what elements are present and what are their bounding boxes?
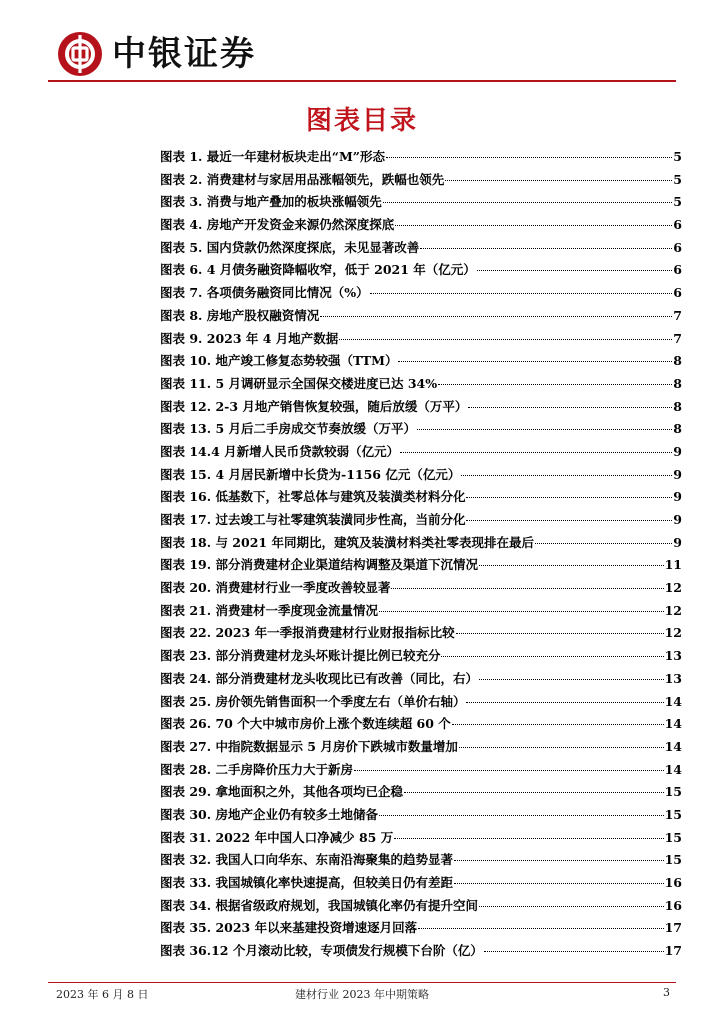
toc-entry-page[interactable]: 9 (673, 466, 682, 482)
page-header (48, 22, 676, 78)
toc-entry-label[interactable]: 图表 1. 最近一年建材板块走出“M”形态 (160, 149, 385, 164)
toc-entry-label[interactable]: 图表 17. 过去竣工与社零建筑装潢同步性高，当前分化 (160, 512, 466, 527)
toc-entry-page[interactable]: 6 (673, 239, 682, 255)
toc-entry-page[interactable]: 9 (673, 489, 682, 505)
toc-entry-page[interactable]: 13 (664, 670, 682, 686)
table-of-figures (160, 147, 682, 964)
toc-entry[interactable] (160, 351, 682, 374)
toc-entry[interactable] (160, 238, 682, 261)
toc-leader-dots (404, 792, 664, 793)
toc-entry-page[interactable]: 9 (673, 443, 682, 459)
toc-entry-label[interactable]: 图表 24. 部分消费建材龙头收现比已有改善（同比，右） (160, 670, 478, 686)
toc-entry[interactable] (160, 737, 682, 760)
toc-entry-label[interactable]: 图表 23. 部分消费建材龙头坏账计提比例已较充分 (160, 648, 441, 664)
toc-leader-dots (379, 815, 664, 816)
toc-entry-label[interactable]: 图表 10. 地产竣工修复态势较强（TTM） (160, 353, 398, 369)
toc-entry-label[interactable]: 图表 14.4 月新增人民币贷款较弱（亿元） (160, 443, 400, 459)
toc-entry-page[interactable]: 7 (673, 307, 682, 323)
toc-entry[interactable] (160, 578, 682, 601)
toc-entry-page[interactable]: 5 (673, 194, 682, 210)
bank-of-china-logo-icon (58, 32, 102, 76)
toc-leader-dots (441, 656, 663, 657)
toc-entry[interactable] (160, 669, 682, 692)
toc-entry[interactable] (160, 215, 682, 238)
toc-entry-label[interactable]: 图表 26. 70 个大中城市房价上涨个数连续超 60 个 (160, 716, 451, 732)
toc-entry-page[interactable]: 12 (664, 580, 682, 596)
brand-name: 中银证券 (112, 34, 256, 74)
header-divider (48, 80, 676, 82)
toc-entry[interactable] (160, 714, 682, 737)
toc-leader-dots (370, 293, 673, 294)
toc-entry[interactable] (160, 623, 682, 646)
toc-leader-dots (354, 770, 664, 771)
toc-entry-page[interactable]: 17 (664, 920, 682, 936)
toc-leader-dots (383, 202, 673, 203)
toc-entry-page[interactable]: 14 (664, 761, 682, 777)
toc-entry-label[interactable]: 图表 20. 消费建材行业一季度改善较显著 (160, 580, 391, 596)
toc-leader-dots (466, 520, 672, 521)
toc-entry[interactable] (160, 192, 682, 215)
toc-leader-dots (445, 180, 672, 181)
toc-entry[interactable] (160, 465, 682, 488)
toc-entry-label[interactable]: 图表 7. 各项债务融资同比情况（%） (160, 285, 369, 301)
toc-entry[interactable] (160, 147, 682, 170)
toc-leader-dots (456, 633, 664, 634)
toc-entry[interactable] (160, 782, 682, 805)
toc-entry-label[interactable]: 图表 29. 拿地面积之外，其他各项均已企稳 (160, 784, 403, 800)
toc-leader-dots (479, 906, 664, 907)
toc-leader-dots (466, 497, 672, 498)
toc-entry-page[interactable]: 12 (664, 625, 682, 641)
toc-entry[interactable] (160, 170, 682, 193)
toc-entry[interactable] (160, 397, 682, 420)
toc-entry-label[interactable]: 图表 21. 消费建材一季度现金流量情况 (160, 602, 378, 618)
toc-leader-dots (400, 452, 672, 453)
toc-entry-page[interactable]: 14 (664, 716, 682, 732)
toc-leader-dots (418, 928, 664, 929)
toc-entry[interactable] (160, 533, 682, 556)
toc-entry[interactable] (160, 918, 682, 941)
toc-entry-label[interactable]: 图表 15. 4 月居民新增中长贷为-1156 亿元（亿元） (160, 466, 461, 482)
toc-entry-page[interactable]: 14 (664, 738, 682, 754)
toc-leader-dots (477, 270, 673, 271)
toc-entry[interactable] (160, 510, 682, 533)
toc-entry-label[interactable]: 图表 27. 中指院数据显示 5 月房价下跌城市数量增加 (160, 738, 458, 754)
toc-entry[interactable] (160, 646, 682, 669)
toc-entry-page[interactable]: 16 (664, 875, 682, 890)
toc-entry-page[interactable]: 17 (664, 943, 682, 959)
toc-entry-label[interactable]: 图表 12. 2-3 月地产销售恢复较强，随后放缓（万平） (160, 398, 468, 414)
toc-entry-label[interactable]: 图表 3. 消费与地产叠加的板块涨幅领先 (160, 194, 382, 210)
toc-leader-dots (438, 384, 672, 385)
toc-entry[interactable] (160, 941, 682, 964)
toc-entry[interactable] (160, 850, 682, 873)
footer-page-number: 3 (663, 986, 670, 999)
footer-document-title: 建材行业 2023 年中期策略 (295, 988, 429, 1001)
toc-entry-page[interactable]: 6 (673, 262, 682, 278)
toc-leader-dots (468, 407, 672, 408)
footer-divider (48, 982, 676, 983)
toc-leader-dots (535, 543, 672, 544)
toc-entry-label[interactable]: 图表 11. 5 月调研显示全国保交楼进度已达 34% (160, 375, 438, 391)
toc-leader-dots (454, 860, 664, 861)
toc-entry-page[interactable]: 5 (673, 171, 682, 187)
toc-entry-label[interactable]: 图表 31. 2022 年中国人口净减少 85 万 (160, 829, 394, 845)
toc-entry-label[interactable]: 图表 19. 部分消费建材企业渠道结构调整及渠道下沉情况 (160, 557, 478, 573)
toc-leader-dots (484, 951, 664, 952)
toc-entry-label[interactable]: 图表 4. 房地产开发资金来源仍然深度探底 (160, 217, 395, 233)
toc-entry-page[interactable]: 8 (673, 421, 682, 437)
toc-entry-label[interactable]: 图表 22. 2023 年一季报消费建材行业财报指标比较 (160, 625, 455, 641)
toc-entry[interactable] (160, 805, 682, 828)
toc-leader-dots (320, 316, 672, 317)
toc-entry[interactable] (160, 873, 682, 896)
toc-entry-page[interactable]: 7 (673, 330, 682, 346)
toc-entry-page[interactable]: 15 (664, 829, 682, 845)
toc-leader-dots (379, 611, 664, 612)
toc-leader-dots (479, 679, 664, 680)
toc-leader-dots (395, 225, 672, 226)
toc-entry-page[interactable]: 6 (673, 285, 682, 301)
toc-entry-page[interactable]: 15 (664, 784, 682, 800)
toc-entry-label[interactable]: 图表 5. 国内贷款仍然深度探底，未见显著改善 (160, 239, 420, 255)
toc-leader-dots (459, 747, 664, 748)
toc-entry-page[interactable]: 15 (664, 852, 682, 868)
toc-entry[interactable] (160, 692, 682, 715)
toc-entry-label[interactable]: 图表 35. 2023 年以来基建投资增速逐月回落 (160, 920, 418, 936)
toc-entry-page[interactable]: 15 (664, 806, 682, 822)
toc-entry[interactable] (160, 329, 682, 352)
toc-entry[interactable] (160, 896, 682, 919)
toc-entry-page[interactable]: 9 (673, 534, 682, 550)
toc-entry-page[interactable]: 8 (673, 398, 682, 414)
toc-entry-label[interactable]: 图表 9. 2023 年 4 月地产数据 (160, 330, 339, 346)
toc-entry-label[interactable]: 图表 16. 低基数下，社零总体与建筑及装潢类材料分化 (160, 489, 466, 505)
toc-entry-page[interactable]: 13 (664, 648, 682, 664)
toc-entry[interactable] (160, 374, 682, 397)
toc-entry-label[interactable]: 图表 34. 根据省级政府规划，我国城镇化率仍有提升空间 (160, 897, 478, 913)
toc-leader-dots (391, 588, 663, 589)
footer-date: 2023 年 6 月 8 日 (56, 988, 149, 1001)
toc-entry[interactable] (160, 283, 682, 306)
toc-leader-dots (339, 339, 672, 340)
toc-leader-dots (386, 157, 672, 158)
toc-entry[interactable] (160, 306, 682, 329)
toc-entry-label[interactable]: 图表 13. 5 月后二手房成交节奏放缓（万平） (160, 421, 417, 437)
toc-entry-page[interactable]: 16 (664, 897, 682, 913)
toc-entry-label[interactable]: 图表 6. 4 月债务融资降幅收窄，低于 2021 年（亿元） (160, 262, 476, 278)
toc-entry[interactable] (160, 555, 682, 578)
toc-leader-dots (479, 565, 664, 566)
toc-entry-page[interactable]: 8 (673, 353, 682, 369)
toc-leader-dots (452, 724, 664, 725)
toc-entry-page[interactable]: 9 (673, 512, 682, 527)
toc-entry-label[interactable]: 图表 8. 房地产股权融资情况 (160, 307, 320, 323)
toc-entry-page[interactable]: 8 (673, 375, 682, 391)
toc-entry[interactable] (160, 828, 682, 851)
toc-leader-dots (461, 475, 672, 476)
toc-entry-label[interactable]: 图表 25. 房价领先销售面积一个季度左右（单价右轴） (160, 693, 466, 709)
toc-leader-dots (454, 883, 664, 884)
toc-entry-page[interactable]: 6 (673, 217, 682, 233)
toc-entry[interactable] (160, 419, 682, 442)
toc-entry[interactable] (160, 760, 682, 783)
toc-entry[interactable] (160, 601, 682, 624)
toc-entry-page[interactable]: 12 (664, 602, 682, 618)
toc-entry[interactable] (160, 260, 682, 283)
toc-entry[interactable] (160, 442, 682, 465)
toc-entry-label[interactable]: 图表 33. 我国城镇化率快速提高，但较美日仍有差距 (160, 875, 453, 890)
toc-entry-label[interactable]: 图表 36.12 个月滚动比较，专项债发行规模下台阶（亿） (160, 943, 483, 959)
toc-entry-label[interactable]: 图表 18. 与 2021 年同期比，建筑及装潢材料类社零表现排在最后 (160, 534, 534, 550)
toc-entry-label[interactable]: 图表 2. 消费建材与家居用品涨幅领先，跌幅也领先 (160, 171, 445, 187)
toc-entry-page[interactable]: 14 (664, 693, 682, 709)
toc-entry-page[interactable]: 5 (673, 149, 682, 164)
toc-entry-page[interactable]: 11 (664, 557, 682, 573)
toc-leader-dots (417, 429, 672, 430)
toc-leader-dots (420, 248, 672, 249)
toc-entry-label[interactable]: 图表 30. 房地产企业仍有较多土地储备 (160, 806, 378, 822)
toc-leader-dots (394, 838, 663, 839)
toc-title: 图表目录 (305, 106, 418, 136)
toc-entry-label[interactable]: 图表 28. 二手房降价压力大于新房 (160, 761, 353, 777)
toc-entry-label[interactable]: 图表 32. 我国人口向华东、东南沿海聚集的趋势显著 (160, 852, 453, 868)
toc-leader-dots (466, 702, 663, 703)
toc-entry[interactable] (160, 487, 682, 510)
toc-leader-dots (398, 361, 672, 362)
